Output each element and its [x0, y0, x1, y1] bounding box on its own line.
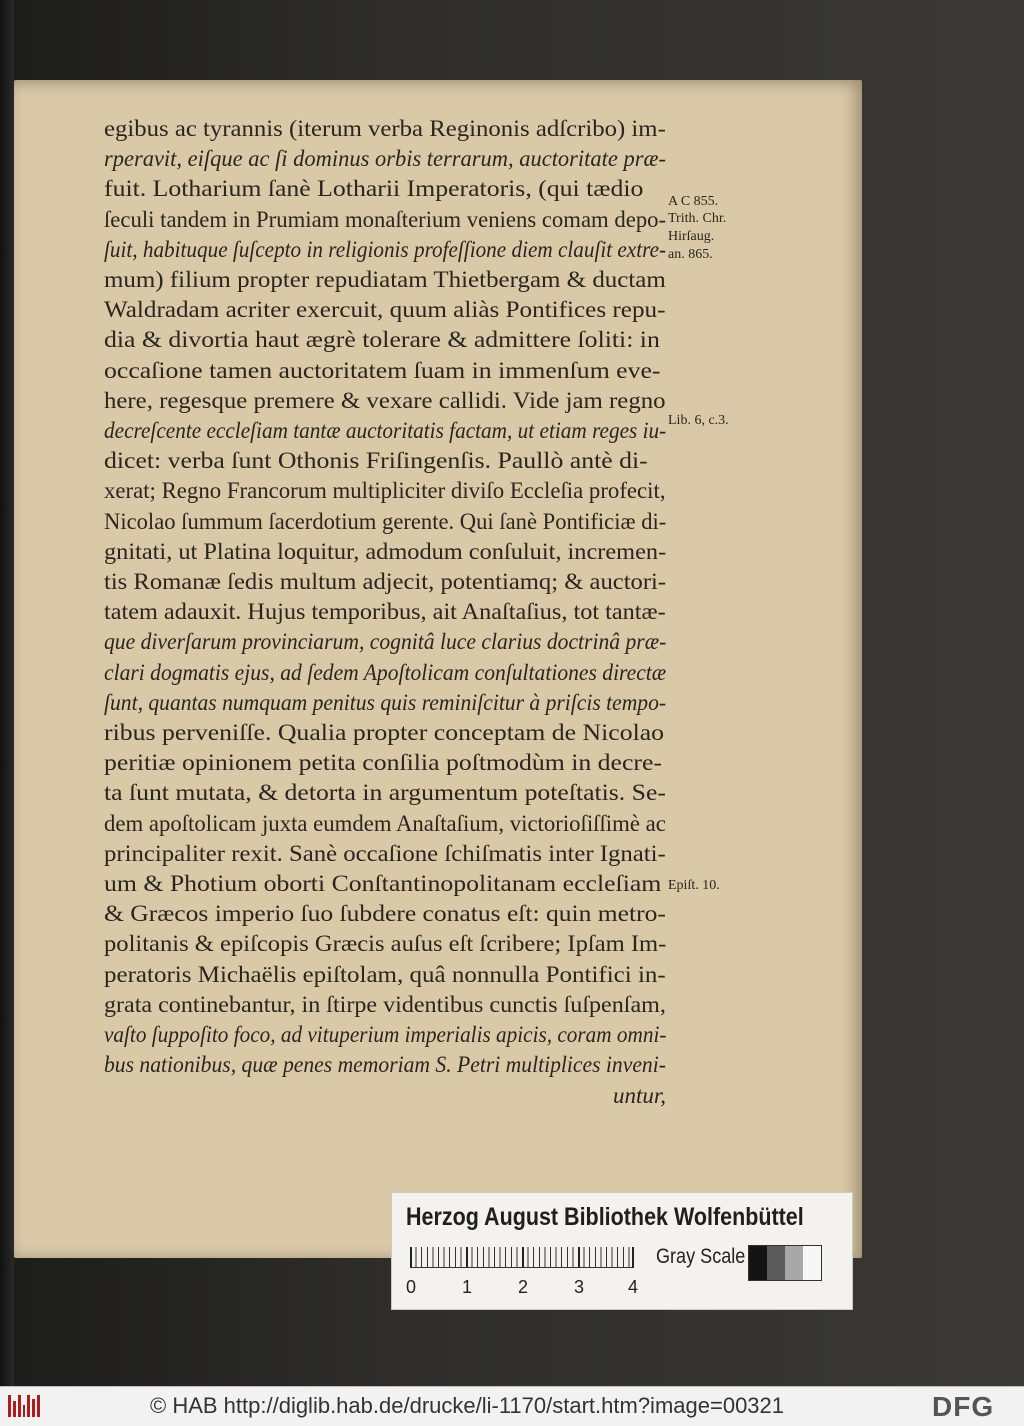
text-line: dia & divortia haut ægrè tolerare & admittere ſoliti: in: [104, 327, 660, 353]
text-line: peritiæ opinionem petita conſilia poſtmodùm in decre-: [104, 750, 663, 776]
text-line: dem apoſtolicam juxta eumdem Anaſtaſium, victorioſiſſimè ac: [104, 810, 666, 836]
text-line: gnitati, ut Platina loquitur, admodum conſuluit, incremen-: [104, 538, 666, 564]
text-line: tis Romanæ ſedis multum adjecit, potentiamq; & auctori-: [104, 569, 666, 595]
dfg-logo: DFG: [932, 1391, 995, 1422]
margin-note-6: Epiſt. 10.: [668, 878, 720, 893]
gray-swatch: [803, 1246, 821, 1280]
gray-scale-swatches: [748, 1245, 822, 1281]
text-line: ſeculi tandem in Prumiam monaſterium veniens comam depo-: [104, 206, 666, 232]
text-line: & Græcos imperio ſuo ſubdere conatus eſt: quin metro-: [104, 901, 666, 927]
hab-logo-icon: [8, 1395, 40, 1417]
ruler-major-tick: [578, 1247, 580, 1267]
text-line: untur,: [612, 1082, 666, 1108]
gray-scale-label: Gray Scale: [656, 1245, 746, 1268]
copyright-link[interactable]: © HAB http://diglib.hab.de/drucke/li-1170/start.htm?image=00321: [150, 1393, 785, 1418]
text-line: rperavit, eiſque ac ſi dominus orbis terrarum, auctoritate præ-: [104, 146, 666, 172]
text-line: ſunt, quantas numquam penitus quis reminiſcitur à priſcis tempo-: [104, 689, 666, 715]
text-line: occaſione tamen auctoritatem ſuam in immenſum eve-: [104, 357, 661, 383]
margin-note-4: an. 865.: [668, 247, 713, 262]
text-line: decreſcente eccleſiam tantæ auctoritatis factam, ut etiam reges iu-: [104, 418, 666, 444]
text-line: Nicolao ſummum ſacerdotium gerente. Qui ſanè Pontificiæ di-: [104, 508, 666, 534]
ruler-major-tick: [632, 1247, 634, 1267]
library-name: Herzog August Bibliothek Wolfenbüttel: [406, 1203, 804, 1231]
page-body-text: [104, 114, 666, 1111]
book-page: [14, 80, 862, 1258]
text-line: principaliter rexit. Sanè occaſione ſchiſmatis inter Ignati-: [104, 840, 666, 866]
ruler-number: 1: [462, 1277, 473, 1297]
viewer-footer: [0, 1386, 1024, 1426]
gray-swatch: [767, 1246, 785, 1280]
text-line: xerat; Regno Francorum multipliciter diviſo Eccleſia profecit,: [104, 478, 666, 504]
margin-note-2: Trith. Chr.: [668, 211, 727, 226]
text-line: fuit. Lotharium ſanè Lotharii Imperatoris, (qui tædio: [104, 176, 644, 202]
ruler-number: 3: [574, 1277, 585, 1297]
gray-swatch: [785, 1246, 803, 1280]
text-line: clari dogmatis ejus, ad ſedem Apoſtolicam conſultationes directæ: [104, 659, 666, 685]
text-line: um & Photium oborti Conſtantinopolitanam eccleſiam: [104, 871, 662, 897]
text-line: here, regesque premere & vexare callidi. Vide jam regno: [104, 387, 666, 413]
text-line: Waldradam acriter exercuit, quum aliàs Pontifices repu-: [104, 297, 666, 323]
ruler-number: 0: [406, 1277, 417, 1297]
margin-note-1: A C 855.: [668, 194, 719, 209]
ruler-number: 4: [628, 1277, 639, 1297]
margin-note-3: Hirſaug.: [668, 229, 715, 244]
text-line: egibus ac tyrannis (iterum verba Reginonis adſcribo) im-: [104, 116, 666, 141]
scan-left-edge: [0, 0, 14, 1386]
ruler-major-tick: [466, 1247, 468, 1267]
library-color-card: [391, 1192, 853, 1310]
text-line: politanis & epiſcopis Græcis auſus eſt ſcribere; Ipſam Im-: [104, 931, 666, 957]
text-line: grata continebantur, in ſtirpe videntibus cunctis ſuſpenſam,: [104, 991, 666, 1017]
text-line: ta ſunt mutata, & detorta in argumentum poteſtatis. Se-: [104, 780, 666, 806]
text-line: peratoris Michaëlis epiſtolam, quâ nonnulla Pontifici in-: [104, 961, 666, 987]
text-line: bus nationibus, quæ penes memoriam S. Petri multiplices inveni-: [104, 1052, 666, 1078]
ruler-major-tick: [410, 1247, 412, 1267]
text-line: dicet: verba ſunt Othonis Friſingenſis. Paullò antè di-: [104, 448, 648, 474]
text-line: ribus perveniſſe. Qualia propter conceptam de Nicolao: [104, 720, 665, 746]
text-line: vaſto ſuppoſito foco, ad vituperium imperialis apicis, coram omni-: [104, 1022, 666, 1048]
ruler-number: 2: [518, 1277, 529, 1297]
gray-swatch: [749, 1246, 767, 1280]
margin-note-5: Lib. 6, c.3.: [668, 413, 729, 428]
text-line: ſuit, habituque ſuſcepto in religionis profeſſione diem clauſit extre-: [104, 236, 666, 262]
text-line: mum) filium propter repudiatam Thietbergam & ductam: [104, 267, 666, 293]
text-line: tatem adauxit. Hujus temporibus, ait Anaſtaſius, tot tantæ-: [104, 599, 666, 625]
text-line: que diverſarum provinciarum, cognitâ luce clarius doctrinâ præ-: [104, 629, 666, 655]
ruler-major-tick: [522, 1247, 524, 1267]
scale-ruler: [410, 1247, 634, 1268]
